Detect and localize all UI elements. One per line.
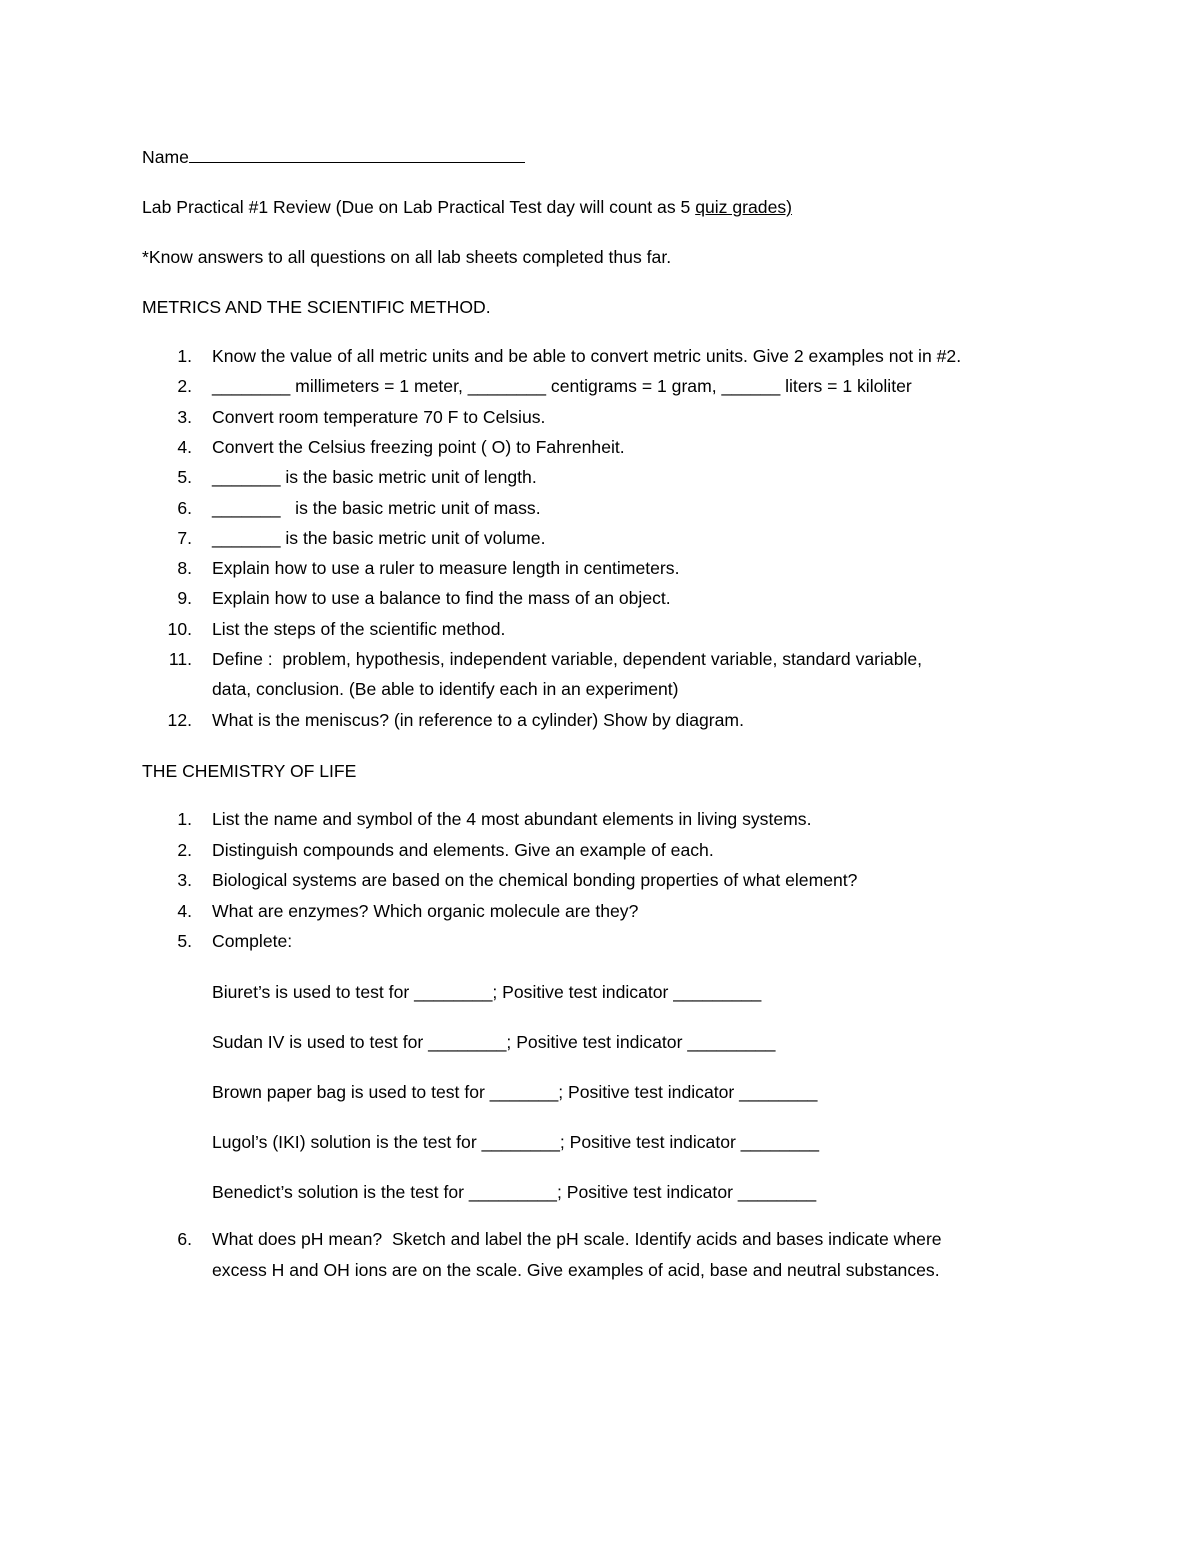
instruction-note: *Know answers to all questions on all lab sheets completed thus far. [142,247,672,267]
indicator-test-line: Brown paper bag is used to test for _______; Positive test indicator ________ [212,1082,818,1102]
item-text: What are enzymes? Which organic molecule are they? [212,900,639,921]
item-text: Convert room temperature 70 F to Celsius. [212,406,546,427]
item-text: Distinguish compounds and elements. Give an example of each. [212,839,714,860]
item-number: 2. [177,839,192,860]
indicator-test-line: Biuret’s is used to test for ________; Positive test indicator _________ [212,982,762,1002]
title-main: Lab Practical #1 Review (Due on Lab Practical Test day will count as 5 [142,197,696,217]
item-number: 6. [177,1229,192,1249]
section-heading-chemistry: THE CHEMISTRY OF LIFE [142,761,357,781]
name-label: Name [142,147,189,167]
item-number: 11. [168,649,192,669]
item-text: Explain how to use a balance to find the mass of an object. [212,588,671,609]
item-text: ________ millimeters = 1 meter, ________ centigrams = 1 gram, ______ liters = 1 kiloliter [212,376,912,397]
item-text: What does pH mean? Sketch and label the pH scale. Identify acids and bases indicate where [212,1229,942,1249]
item-number: 6. [177,497,192,518]
section-heading-metrics: METRICS AND THE SCIENTIFIC METHOD. [142,297,491,317]
item-text: _______ is the basic metric unit of volume. [212,527,546,548]
item-text: Know the value of all metric units and be able to convert metric units. Give 2 examples not in #2. [212,346,962,366]
name-blank [189,146,525,163]
item-text: Explain how to use a ruler to measure length in centimeters. [212,558,680,579]
item-text: _______ is the basic metric unit of mass. [212,497,541,518]
title-underlined: quiz grades) [695,197,793,217]
item-number: 4. [177,436,192,457]
item-number: 4. [177,900,192,921]
item-text: Define : problem, hypothesis, independent variable, dependent variable, standard variable, [212,649,923,669]
item-number: 3. [177,870,192,890]
item-text: List the steps of the scientific method. [212,618,506,639]
item-text: List the name and symbol of the 4 most abundant elements in living systems. [212,809,812,829]
item-text: Complete: [212,931,293,951]
item-text: What is the meniscus? (in reference to a cylinder) Show by diagram. [212,709,744,730]
indicator-test-line: Lugol’s (IKI) solution is the test for ________; Positive test indicator ________ [212,1132,820,1152]
item-text: data, conclusion. (Be able to identify each in an experiment) [212,679,679,700]
item-number: 8. [177,558,192,579]
item-number: 3. [177,406,192,427]
item-number: 1. [177,809,192,829]
item-text: _______ is the basic metric unit of length. [212,467,537,488]
name-line [142,146,525,168]
document-title [142,196,792,218]
item-text: Biological systems are based on the chemical bonding properties of what element? [212,870,858,890]
item-number: 9. [177,588,192,609]
indicator-test-line: Benedict’s solution is the test for _________; Positive test indicator ________ [212,1182,817,1202]
item-number: 1. [177,346,192,366]
item-text: excess H and OH ions are on the scale. Give examples of acid, base and neutral substances. [212,1259,940,1280]
item-number: 2. [177,376,192,397]
item-text: Convert the Celsius freezing point ( O) to Fahrenheit. [212,436,625,457]
item-number: 12. [167,709,192,730]
item-number: 10. [167,618,192,639]
item-number: 7. [177,527,192,548]
item-number: 5. [177,467,192,488]
item-number: 5. [177,931,192,951]
indicator-test-line: Sudan IV is used to test for ________; Positive test indicator _________ [212,1032,776,1052]
